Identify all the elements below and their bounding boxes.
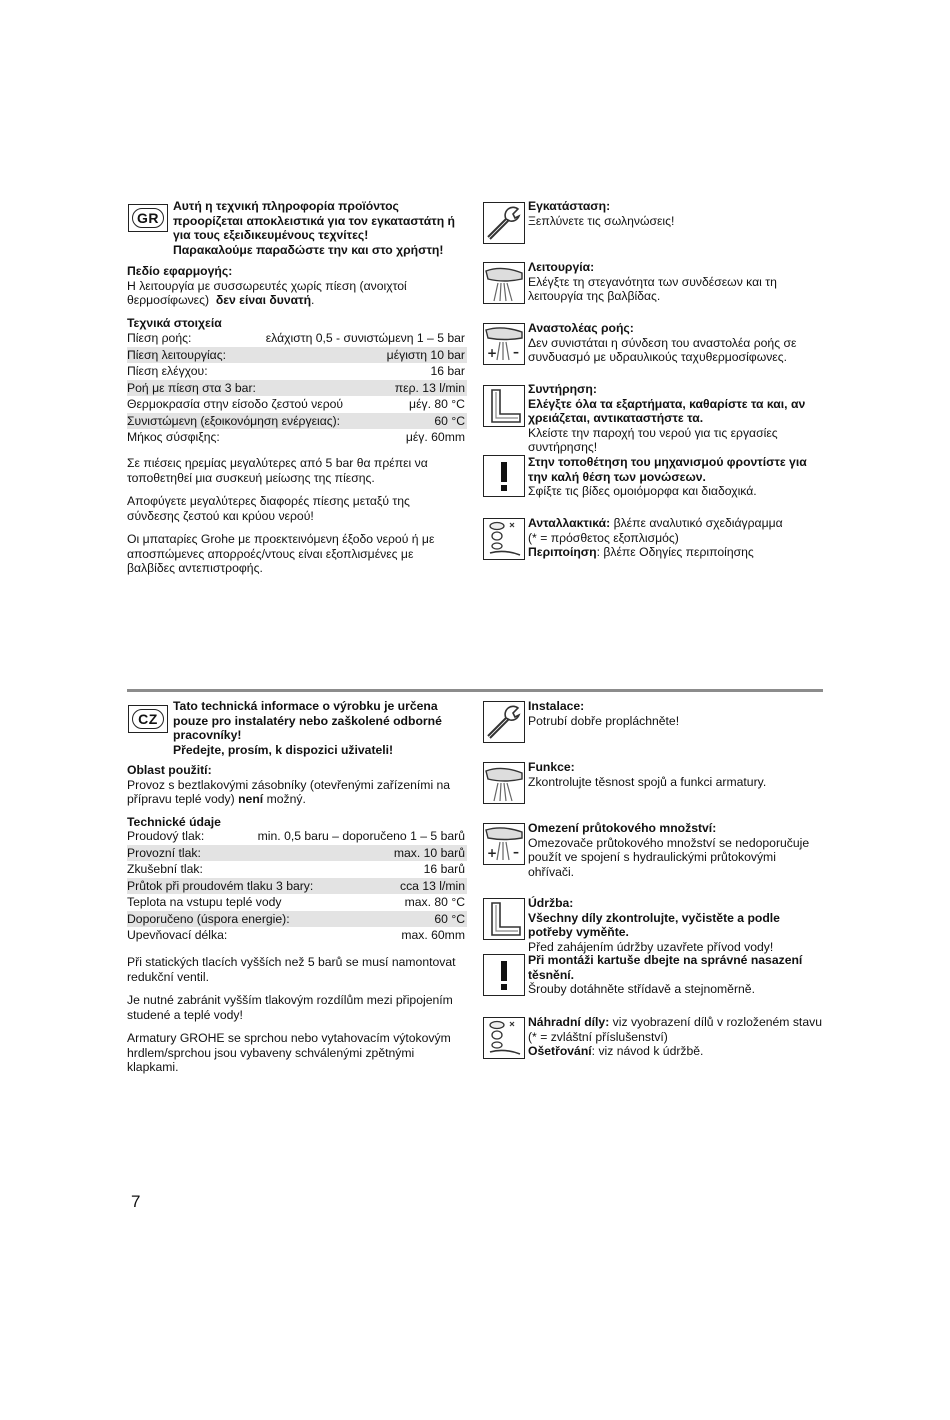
flow-limiter-icon [483, 823, 525, 865]
warning-block: Při montáži kartuše dbejte na správné nasazení těsnění. Šrouby dotáhněte střídavě a stejnoměrně. [528, 953, 803, 997]
table-row: Proudový tlak: min. 0,5 baru – doporučeno 1 – 5 barů [127, 829, 465, 843]
table-row: Teplota na vstupu teplé vody max. 80 °C [127, 895, 465, 909]
table-row: Πίεση ελέγχου: 16 bar [127, 364, 465, 378]
language-badge-gr: GR [128, 204, 168, 232]
paragraph-pressure-reducer: Σε πιέσεις ηρεμίας μεγαλύτερες από 5 bar θα πρέπει να τοποθετηθεί μια συσκευή μείωσης της πίεσης. [127, 456, 428, 485]
table-row: Θερμοκρασία στην είσοδο ζεστού νερού μέγ. 80 °C [127, 397, 465, 411]
flow-limiter-icon [483, 323, 525, 365]
warning-icon [483, 954, 525, 996]
table-row: Upevňovací délka: max. 60mm [127, 928, 465, 942]
function-block: Λειτουργία: Ελέγξτε τη στεγανότητα των συνδέσεων και τη λειτουργία της βαλβίδας. [528, 260, 777, 304]
scope-block: Πεδίο εφαρμογής: Η λειτουργία με συσσωρευτές χωρίς πίεση (ανοιχτοί θερμοσίφωνες) δεν είναι δυνατή. [127, 264, 407, 308]
intro-notice: Αυτή η τεχνική πληροφορία προϊόντος προορίζεται αποκλειστικά για τον εγκαταστάτη ή για τους εξειδικευμένους τεχνίτες! Παρακαλούμε παραδώστε την και στο χρήστη! [173, 199, 455, 257]
installation-block: Instalace: Potrubí dobře propláchněte! [528, 699, 680, 728]
hex-key-icon [483, 898, 525, 940]
tech-title: Technické údaje [127, 815, 221, 829]
flow-limiter-block: Αναστολέας ροής: Δεν συνιστάται η σύνδεση του αναστολέα ροής σε συνδυασμό με υδραυλικούς ταχυθερμοσίφωνες. [528, 321, 797, 365]
paragraph-check-valves: Οι μπαταρίες Grohe με προεκτεινόμενη έξοδο νερού ή με αποσπώμενες απορροές/ντους είναι εξοπλισμένες με βαλβίδες αντεπιστροφής. [127, 532, 435, 576]
tech-table [127, 828, 467, 944]
faucet-icon [483, 762, 525, 804]
section-divider [127, 689, 823, 692]
spare-parts-block: Ανταλλακτικά: βλέπε αναλυτικό σχεδιάγραμμα (* = πρόσθετος εξοπλισμός) Περιποίηση: βλέπε Οδηγίες περιποίησης [528, 516, 783, 560]
paragraph-pressure-difference: Αποφύγετε μεγαλύτερες διαφορές πίεσης μεταξύ της σύνδεσης ζεστού και κρύου νερού! [127, 494, 410, 523]
page-number: 7 [131, 1192, 141, 1211]
spare-parts-icon [483, 1017, 525, 1059]
intro-notice: Tato technická informace o výrobku je určena pouze pro instalatéry nebo zaškolené odborné pracovníky! Předejte, prosím, k dispozici uživateli! [173, 699, 442, 757]
hex-key-icon [483, 385, 525, 427]
paragraph-pressure-difference: Je nutné zabránit vyšším tlakovým rozdílům mezi připojením studené a teplé vody! [127, 993, 453, 1022]
wrench-icon [483, 202, 525, 244]
language-badge-cz: CZ [128, 705, 168, 733]
installation-block: Εγκατάσταση: Ξεπλύνετε τις σωληνώσεις! [528, 199, 675, 228]
flow-limiter-block: Omezení průtokového množství: Omezovače průtokového množství se nedoporučuje použít ve spojení s hydraulickými průtokovými ohřívači. [528, 821, 810, 879]
table-row: Zkušební tlak: 16 barů [127, 862, 465, 876]
table-row: Ροή με πίεση στα 3 bar: περ. 13 l/min [127, 380, 465, 395]
table-row: Průtok při proudovém tlaku 3 bary: cca 13 l/min [127, 878, 465, 893]
warning-icon [483, 455, 525, 497]
wrench-icon [483, 701, 525, 743]
table-row: Πίεση ροής: ελάχιστη 0,5 - συνιστώμενη 1 – 5 bar [127, 331, 465, 345]
table-row: Πίεση λειτουργίας: μέγιστη 10 bar [127, 347, 465, 362]
warning-block: Στην τοποθέτηση του μηχανισμού φροντίστε για την καλή θέση των μονώσεων. Σφίξτε τις βίδες ομοιόμορφα και διαδοχικά. [528, 455, 807, 499]
table-row: Συνιστώμενη (εξοικονόμηση ενέργειας): 60 °C [127, 413, 465, 428]
scope-block: Oblast použití: Provoz s beztlakovými zásobníky (otevřenými zařízeními na přípravu teplé vody) není možný. [127, 763, 451, 807]
table-row: Doporučeno (úspora energie): 60 °C [127, 911, 465, 926]
function-block: Funkce: Zkontrolujte těsnost spojů a funkci armatury. [528, 760, 767, 789]
table-row: Provozní tlak: max. 10 barů [127, 845, 465, 860]
spare-parts-icon [483, 518, 525, 560]
tech-table [127, 330, 467, 446]
maintenance-block: Συντήρηση: Ελέγξτε όλα τα εξαρτήματα, καθαρίστε τα και, αν χρειάζεται, αντικαταστήστε τα. Κλείστε την παροχή του νερού για τις εργασίες συντήρησης! [528, 382, 806, 455]
spare-parts-block: Náhradní díly: viz vyobrazení dílů v rozloženém stavu (* = zvláštní příslušenství) Ošetřování: viz návod k údržbě. [528, 1015, 822, 1059]
faucet-icon [483, 262, 525, 304]
paragraph-check-valves: Armatury GROHE se sprchou nebo vytahovacím výtokovým hrdlem/sprchou jsou vybaveny schválenými zpětnými klapkami. [127, 1031, 451, 1075]
maintenance-block: Údržba: Všechny díly zkontrolujte, vyčistěte a podle potřeby vyměňte. Před zahájením údržby uzavřete přívod vody! [528, 896, 780, 954]
tech-title: Τεχνικά στοιχεία [127, 316, 222, 330]
table-row: Μήκος σύσφιξης: μέγ. 60mm [127, 430, 465, 444]
paragraph-pressure-reducer: Při statických tlacích vyšších než 5 barů se musí namontovat redukční ventil. [127, 955, 456, 984]
